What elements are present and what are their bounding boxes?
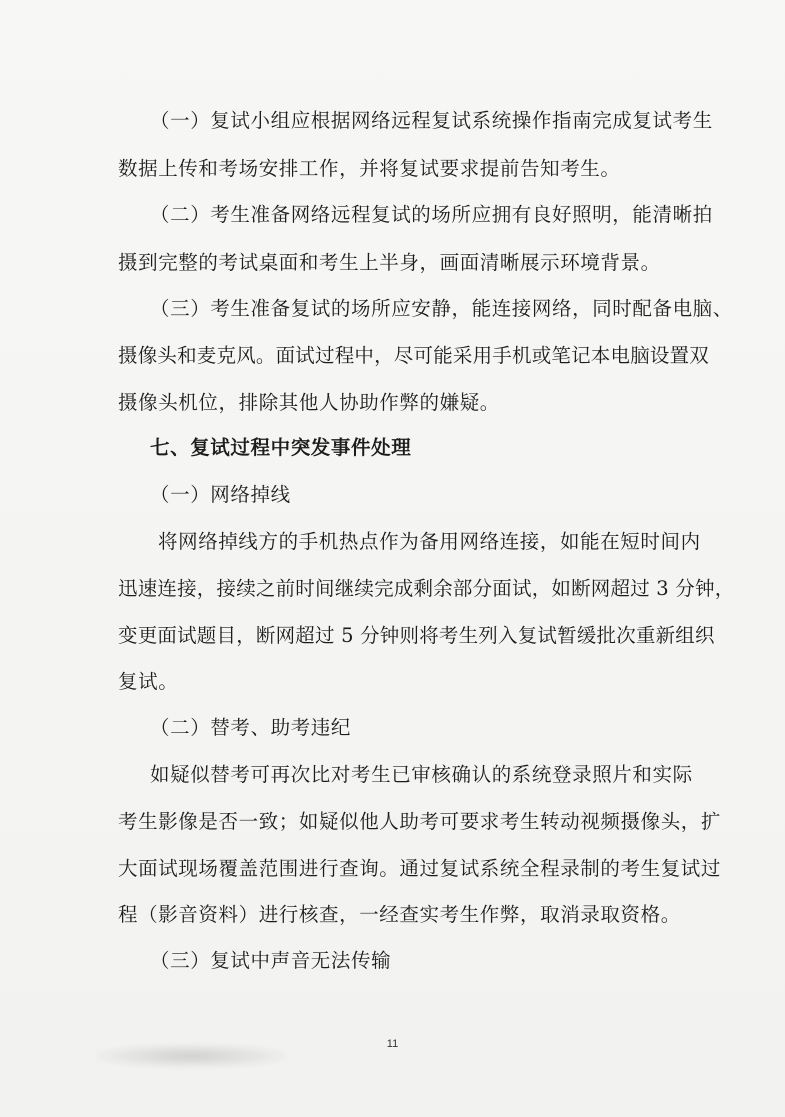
paragraph-line: （一）复试小组应根据网络远程复试系统操作指南完成复试考生 [150, 109, 713, 132]
paragraph-line: （二）考生准备网络远程复试的场所应拥有良好照明，能清晰拍 [150, 203, 713, 226]
paragraph-line: 摄到完整的考试桌面和考生上半身，画面清晰展示环境背景。 [118, 251, 661, 274]
page-number: 11 [386, 1038, 399, 1050]
section-heading: 七、复试过程中突发事件处理 [150, 436, 412, 459]
subsection-heading: （三）复试中声音无法传输 [150, 949, 392, 972]
scan-smudge [96, 1044, 286, 1068]
paragraph-line: （三）考生准备复试的场所应安静，能连接网络，同时配备电脑、 [150, 297, 733, 320]
paragraph-line: 摄像头机位，排除其他人协助作弊的嫌疑。 [118, 391, 500, 414]
paragraph-line: 变更面试题目，断网超过 5 分钟则将考生列入复试暂缓批次重新组织 [118, 624, 715, 647]
paragraph-line: 大面试现场覆盖范围进行查询。通过复试系统全程录制的考生复试过 [118, 857, 722, 880]
paragraph-line: 将网络掉线方的手机热点作为备用网络连接，如能在短时间内 [158, 530, 701, 553]
paragraph-line: 迅速连接，接续之前时间继续完成剩余部分面试，如断网超过 3 分钟， [118, 577, 735, 600]
paragraph-line: 考生影像是否一致；如疑似他人助考可要求考生转动视频摄像头，扩 [118, 810, 722, 833]
paragraph-line: 复试。 [118, 670, 179, 693]
subsection-heading: （二）替考、助考违纪 [150, 716, 352, 739]
subsection-heading: （一）网络掉线 [150, 483, 291, 506]
paragraph-line: 程（影音资料）进行核查，一经查实考生作弊，取消录取资格。 [118, 903, 681, 926]
paragraph-line: 如疑似替考可再次比对考生已审核确认的系统登录照片和实际 [150, 763, 693, 786]
paragraph-line: 数据上传和考场安排工作，并将复试要求提前告知考生。 [118, 157, 621, 180]
paragraph-line: 摄像头和麦克风。面试过程中，尽可能采用手机或笔记本电脑设置双 [118, 344, 710, 367]
